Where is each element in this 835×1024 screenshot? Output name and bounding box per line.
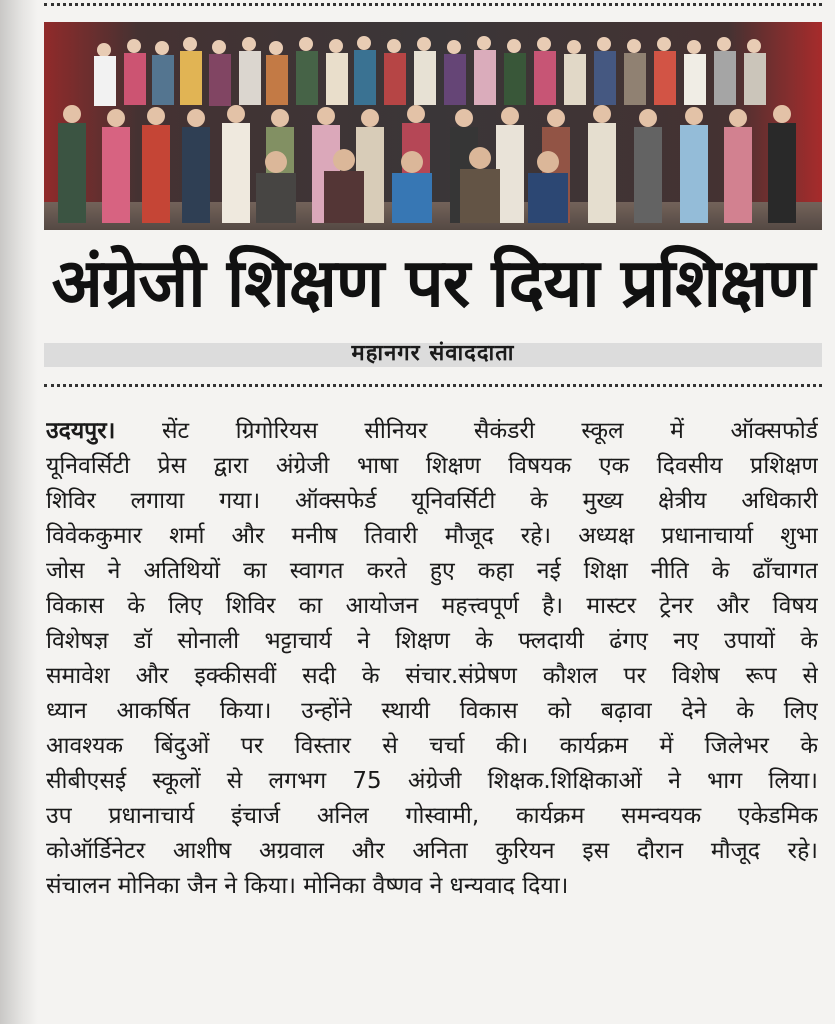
article-body xyxy=(46,414,818,904)
body-line: जोस ने अतिथियों का स्वागत करते हुए कहा नई शिक्षा नीति के ढाँचागत xyxy=(46,558,818,584)
dateline: उदयपुर। xyxy=(46,418,116,444)
headline: अंग्रेजी शिक्षण पर दिया प्रशिक्षण xyxy=(51,244,815,322)
byline: महानगर संवाददाता xyxy=(351,341,515,366)
body-line: विकास के लिए शिविर का आयोजन महत्त्वपूर्ण है। मास्टर ट्रेनर और विषय xyxy=(46,593,818,619)
byline-dotted-rule xyxy=(44,384,822,387)
page-edge-shadow xyxy=(0,0,38,1024)
group-photo xyxy=(44,22,822,230)
body-line: संचालन मोनिका जैन ने किया। मोनिका वैष्णव ने धन्यवाद दिया। xyxy=(46,873,569,899)
body-line: कोऑर्डिनेटर आशीष अग्रवाल और अनिता कुरियन इस दौरान मौजूद रहे। xyxy=(46,838,818,864)
body-line: उदयपुर। सेंट ग्रिगोरियस सीनियर सैकंडरी स्कूल में ऑक्सफोर्ड xyxy=(46,418,818,444)
body-line: ध्यान आकर्षित किया। उन्होंने स्थायी विकास को बढ़ावा देने के लिए xyxy=(46,698,818,724)
body-line: आवश्यक बिंदुओं पर विस्तार से चर्चा की। कार्यक्रम में जिलेभर के xyxy=(46,733,818,759)
body-line: समावेश और इक्कीसवीं सदी के संचार.संप्रेषण कौशल पर विशेष रूप से xyxy=(46,663,818,689)
body-line: यूनिवर्सिटी प्रेस द्वारा अंग्रेजी भाषा शिक्षण विषयक एक दिवसीय प्रशिक्षण xyxy=(46,453,818,479)
top-dotted-rule xyxy=(44,3,822,6)
body-line: सीबीएसई स्कूलों से लगभग 75 अंग्रेजी शिक्षक.शिक्षिकाओं ने भाग लिया। xyxy=(46,768,818,794)
body-line: विशेषज्ञ डॉ सोनाली भट्टाचार्य ने शिक्षण के फ्लदायी ढंगए नए उपायों के xyxy=(46,628,818,654)
body-line: विवेककुमार शर्मा और मनीष तिवारी मौजूद रहे। अध्यक्ष प्रधानाचार्या शुभा xyxy=(46,523,818,549)
body-line: उप प्रधानाचार्य इंचार्ज अनिल गोस्वामी, कार्यक्रम समन्वयक एकेडमिक xyxy=(46,803,818,829)
body-line: शिविर लगाया गया। ऑक्सफेर्ड यूनिवर्सिटी के मुख्य क्षेत्रीय अधिकारी xyxy=(46,488,818,514)
news-article xyxy=(44,0,822,1024)
